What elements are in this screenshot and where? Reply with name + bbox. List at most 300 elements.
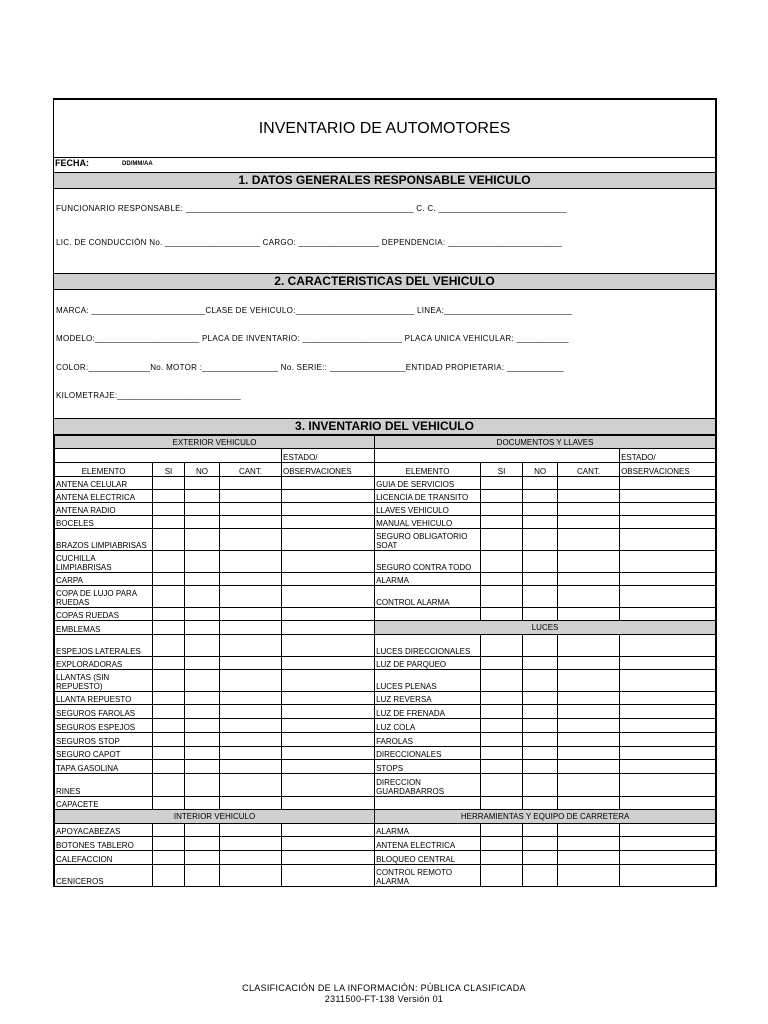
entry-cell[interactable] <box>185 657 220 670</box>
entry-cell[interactable] <box>481 747 523 760</box>
item-label <box>375 797 481 810</box>
entry-cell[interactable] <box>523 635 558 657</box>
item-label: RINES <box>55 774 153 797</box>
entry-cell[interactable] <box>282 586 375 608</box>
entry-cell[interactable] <box>620 586 716 608</box>
header-spacer <box>375 449 620 463</box>
table-row <box>55 774 716 797</box>
entry-cell[interactable] <box>558 865 620 887</box>
entry-cell[interactable] <box>481 516 523 529</box>
col-header-si: SI <box>153 463 185 477</box>
entry-cell[interactable] <box>153 747 185 760</box>
entry-cell[interactable] <box>620 837 716 851</box>
entry-cell[interactable] <box>481 692 523 705</box>
table-row <box>55 551 716 573</box>
entry-cell[interactable] <box>523 747 558 760</box>
entry-cell[interactable] <box>220 747 282 760</box>
entry-cell[interactable] <box>620 733 716 747</box>
table-row <box>55 705 716 719</box>
entry-cell[interactable] <box>282 551 375 573</box>
item-label: DIRECCION GUARDABARROS <box>375 774 481 797</box>
entry-cell[interactable] <box>153 670 185 692</box>
entry-cell[interactable] <box>153 692 185 705</box>
entry-cell[interactable] <box>558 490 620 503</box>
entry-cell[interactable] <box>558 586 620 608</box>
entry-cell[interactable] <box>620 635 716 657</box>
entry-cell[interactable] <box>185 635 220 657</box>
entry-cell[interactable] <box>282 503 375 516</box>
table-row <box>55 692 716 705</box>
entry-cell[interactable] <box>523 760 558 774</box>
item-label: LUCES PLENAS <box>375 670 481 692</box>
entry-cell[interactable] <box>558 733 620 747</box>
entry-cell[interactable] <box>282 837 375 851</box>
luces-header: LUCES <box>375 621 716 635</box>
table-row <box>55 747 716 760</box>
entry-cell[interactable] <box>481 774 523 797</box>
entry-cell[interactable] <box>185 865 220 887</box>
entry-cell[interactable] <box>523 573 558 586</box>
item-label: APOYACABEZAS <box>55 824 153 837</box>
section-3-header: 3. INVENTARIO DEL VEHICULO <box>54 419 715 435</box>
item-label: CONTROL ALARMA <box>375 586 481 608</box>
entry-cell[interactable] <box>481 797 523 810</box>
caract-line-3[interactable]: COLOR:_____________No. MOTOR :________________ No. SERIE:: ________________ENTIDAD PROPIETARIA: ____________ <box>56 363 564 372</box>
entry-cell[interactable] <box>153 851 185 865</box>
caract-line-2[interactable]: MODELO:______________________ PLACA DE INVENTARIO: _____________________ PLACA UNICA VEHICULAR: ___________ <box>56 334 569 343</box>
entry-cell[interactable] <box>620 719 716 733</box>
entry-cell[interactable] <box>523 586 558 608</box>
item-label: BRAZOS LIMPIABRISAS <box>55 529 153 551</box>
entry-cell[interactable] <box>220 797 282 810</box>
item-label: STOPS <box>375 760 481 774</box>
col-header-elemento: ELEMENTO <box>375 463 481 477</box>
entry-cell[interactable] <box>481 851 523 865</box>
entry-cell[interactable] <box>620 797 716 810</box>
col-header-cant: CANT. <box>558 463 620 477</box>
entry-cell[interactable] <box>523 490 558 503</box>
table-row <box>55 503 716 516</box>
entry-cell[interactable] <box>282 797 375 810</box>
table-row <box>55 529 716 551</box>
entry-cell[interactable] <box>558 516 620 529</box>
item-label: MANUAL VEHICULO <box>375 516 481 529</box>
entry-cell[interactable] <box>523 797 558 810</box>
col-header-si: SI <box>481 463 523 477</box>
entry-cell[interactable] <box>523 503 558 516</box>
table-row <box>55 436 716 449</box>
item-label: FAROLAS <box>375 733 481 747</box>
entry-cell[interactable] <box>523 670 558 692</box>
entry-cell[interactable] <box>523 529 558 551</box>
footer <box>0 983 768 1005</box>
entry-cell[interactable] <box>153 760 185 774</box>
entry-cell[interactable] <box>481 719 523 733</box>
entry-cell[interactable] <box>558 747 620 760</box>
entry-cell[interactable] <box>523 774 558 797</box>
entry-cell[interactable] <box>558 635 620 657</box>
table-row <box>55 490 716 503</box>
table-row <box>55 824 716 837</box>
entry-cell[interactable] <box>153 551 185 573</box>
inventory-table <box>54 435 716 887</box>
item-label: COPA DE LUJO PARA RUEDAS <box>55 586 153 608</box>
entry-cell[interactable] <box>153 774 185 797</box>
entry-cell[interactable] <box>620 692 716 705</box>
entry-cell[interactable] <box>282 477 375 490</box>
entry-cell[interactable] <box>282 865 375 887</box>
footer-version: 2311500-FT-138 Versión 01 <box>324 994 444 1004</box>
item-label: BOCELES <box>55 516 153 529</box>
entry-cell[interactable] <box>282 747 375 760</box>
entry-cell[interactable] <box>481 503 523 516</box>
item-label: SEGURO CONTRA TODO <box>375 551 481 573</box>
col-header-cant: CANT. <box>220 463 282 477</box>
entry-cell[interactable] <box>153 657 185 670</box>
table-row <box>55 635 716 657</box>
entry-cell[interactable] <box>558 573 620 586</box>
entry-cell[interactable] <box>185 747 220 760</box>
item-label: SEGURO CAPOT <box>55 747 153 760</box>
entry-cell[interactable] <box>220 516 282 529</box>
entry-cell[interactable] <box>220 529 282 551</box>
entry-cell[interactable] <box>481 608 523 621</box>
entry-cell[interactable] <box>558 719 620 733</box>
caract-line-4[interactable]: KILOMETRAJE:__________________________ <box>56 391 241 400</box>
entry-cell[interactable] <box>558 551 620 573</box>
section-1-header: 1. DATOS GENERALES RESPONSABLE VEHICULO <box>54 173 715 189</box>
item-label: ANTENA CELULAR <box>55 477 153 490</box>
entry-cell[interactable] <box>558 529 620 551</box>
entry-cell[interactable] <box>220 635 282 657</box>
table-row <box>55 608 716 621</box>
entry-cell[interactable] <box>185 837 220 851</box>
entry-cell[interactable] <box>185 621 220 635</box>
entry-cell[interactable] <box>620 865 716 887</box>
entry-cell[interactable] <box>185 760 220 774</box>
section-2-header: 2. CARACTERISTICAS DEL VEHICULO <box>54 274 715 290</box>
entry-cell[interactable] <box>620 503 716 516</box>
entry-cell[interactable] <box>220 865 282 887</box>
entry-cell[interactable] <box>481 573 523 586</box>
exterior-header: EXTERIOR VEHICULO <box>55 436 375 449</box>
item-label: CARPA <box>55 573 153 586</box>
entry-cell[interactable] <box>620 747 716 760</box>
table-row <box>55 516 716 529</box>
entry-cell[interactable] <box>220 503 282 516</box>
entry-cell[interactable] <box>282 705 375 719</box>
entry-cell[interactable] <box>220 586 282 608</box>
entry-cell[interactable] <box>558 797 620 810</box>
col-header-observaciones: OBSERVACIONES <box>282 463 375 477</box>
entry-cell[interactable] <box>282 608 375 621</box>
table-row <box>55 573 716 586</box>
entry-cell[interactable] <box>153 635 185 657</box>
table-row <box>55 865 716 887</box>
entry-cell[interactable] <box>220 477 282 490</box>
entry-cell[interactable] <box>558 477 620 490</box>
entry-cell[interactable] <box>481 670 523 692</box>
documentos-header: DOCUMENTOS Y LLAVES <box>375 436 716 449</box>
entry-cell[interactable] <box>220 551 282 573</box>
entry-cell[interactable] <box>220 824 282 837</box>
entry-cell[interactable] <box>282 719 375 733</box>
entry-cell[interactable] <box>620 490 716 503</box>
entry-cell[interactable] <box>558 774 620 797</box>
entry-cell[interactable] <box>481 760 523 774</box>
entry-cell[interactable] <box>481 733 523 747</box>
entry-cell[interactable] <box>620 774 716 797</box>
item-label: LUCES DIRECCIONALES <box>375 635 481 657</box>
entry-cell[interactable] <box>185 851 220 865</box>
entry-cell[interactable] <box>220 692 282 705</box>
entry-cell[interactable] <box>523 705 558 719</box>
entry-cell[interactable] <box>220 657 282 670</box>
col-header-no: NO <box>523 463 558 477</box>
datos-line-2[interactable]: LIC. DE CONDUCCIÓN No. ____________________ CARGO: _________________ DEPENDENCIA: ________________________ <box>56 238 562 247</box>
entry-cell[interactable] <box>620 573 716 586</box>
col-header-elemento: ELEMENTO <box>55 463 153 477</box>
entry-cell[interactable] <box>558 608 620 621</box>
item-label: LLAVES VEHICULO <box>375 503 481 516</box>
entry-cell[interactable] <box>185 477 220 490</box>
entry-cell[interactable] <box>153 608 185 621</box>
entry-cell[interactable] <box>220 851 282 865</box>
entry-cell[interactable] <box>185 490 220 503</box>
item-label: LUZ DE FRENADA <box>375 705 481 719</box>
item-label: SEGURO OBLIGATORIO SOAT <box>375 529 481 551</box>
entry-cell[interactable] <box>620 851 716 865</box>
entry-cell[interactable] <box>523 551 558 573</box>
item-label: DIRECCIONALES <box>375 747 481 760</box>
entry-cell[interactable] <box>153 705 185 719</box>
entry-cell[interactable] <box>153 719 185 733</box>
item-label <box>375 608 481 621</box>
fecha-row[interactable] <box>54 158 715 173</box>
item-label: LLANTA REPUESTO <box>55 692 153 705</box>
entry-cell[interactable] <box>185 774 220 797</box>
entry-cell[interactable] <box>220 670 282 692</box>
entry-cell[interactable] <box>481 865 523 887</box>
entry-cell[interactable] <box>220 774 282 797</box>
entry-cell[interactable] <box>282 635 375 657</box>
entry-cell[interactable] <box>185 705 220 719</box>
entry-cell[interactable] <box>282 733 375 747</box>
entry-cell[interactable] <box>620 824 716 837</box>
inventory-form <box>53 98 717 887</box>
entry-cell[interactable] <box>282 529 375 551</box>
entry-cell[interactable] <box>185 692 220 705</box>
entry-cell[interactable] <box>153 516 185 529</box>
entry-cell[interactable] <box>620 760 716 774</box>
table-row <box>55 657 716 670</box>
entry-cell[interactable] <box>620 551 716 573</box>
entry-cell[interactable] <box>153 733 185 747</box>
table-row <box>55 477 716 490</box>
item-label: ANTENA ELECTRICA <box>375 837 481 851</box>
col-header-observaciones: OBSERVACIONES <box>620 463 716 477</box>
item-label: LUZ COLA <box>375 719 481 733</box>
entry-cell[interactable] <box>481 837 523 851</box>
entry-cell[interactable] <box>282 692 375 705</box>
table-row <box>55 719 716 733</box>
entry-cell[interactable] <box>185 586 220 608</box>
estado-label: ESTADO/ <box>620 449 716 463</box>
entry-cell[interactable] <box>220 573 282 586</box>
table-row <box>55 760 716 774</box>
entry-cell[interactable] <box>523 516 558 529</box>
entry-cell[interactable] <box>282 621 375 635</box>
entry-cell[interactable] <box>481 635 523 657</box>
entry-cell[interactable] <box>185 529 220 551</box>
item-label: CAPACETE <box>55 797 153 810</box>
entry-cell[interactable] <box>282 774 375 797</box>
entry-cell[interactable] <box>185 551 220 573</box>
entry-cell[interactable] <box>620 529 716 551</box>
entry-cell[interactable] <box>558 837 620 851</box>
entry-cell[interactable] <box>620 516 716 529</box>
entry-cell[interactable] <box>558 705 620 719</box>
entry-cell[interactable] <box>282 760 375 774</box>
table-row <box>55 449 716 463</box>
item-label: LUZ REVERSA <box>375 692 481 705</box>
table-row <box>55 670 716 692</box>
entry-cell[interactable] <box>220 837 282 851</box>
entry-cell[interactable] <box>153 477 185 490</box>
entry-cell[interactable] <box>153 490 185 503</box>
datos-generales <box>54 189 715 274</box>
entry-cell[interactable] <box>481 529 523 551</box>
caracteristicas <box>54 290 715 419</box>
entry-cell[interactable] <box>523 608 558 621</box>
entry-cell[interactable] <box>153 797 185 810</box>
entry-cell[interactable] <box>153 837 185 851</box>
entry-cell[interactable] <box>282 490 375 503</box>
entry-cell[interactable] <box>481 705 523 719</box>
datos-line-1[interactable]: FUNCIONARIO RESPONSABLE: ________________________________________________ C. C. ___________________________ <box>56 204 567 213</box>
table-row <box>55 851 716 865</box>
item-label: BOTONES TABLERO <box>55 837 153 851</box>
interior-header: INTERIOR VEHICULO <box>55 810 375 824</box>
entry-cell[interactable] <box>282 851 375 865</box>
entry-cell[interactable] <box>185 824 220 837</box>
entry-cell[interactable] <box>185 719 220 733</box>
entry-cell[interactable] <box>282 573 375 586</box>
entry-cell[interactable] <box>620 705 716 719</box>
entry-cell[interactable] <box>481 657 523 670</box>
entry-cell[interactable] <box>153 586 185 608</box>
entry-cell[interactable] <box>282 824 375 837</box>
entry-cell[interactable] <box>523 865 558 887</box>
entry-cell[interactable] <box>185 503 220 516</box>
entry-cell[interactable] <box>220 705 282 719</box>
entry-cell[interactable] <box>523 692 558 705</box>
item-label: ALARMA <box>375 573 481 586</box>
entry-cell[interactable] <box>523 824 558 837</box>
entry-cell[interactable] <box>523 477 558 490</box>
entry-cell[interactable] <box>220 760 282 774</box>
entry-cell[interactable] <box>481 824 523 837</box>
herramientas-header: HERRAMIENTAS Y EQUIPO DE CARRETERA <box>375 810 716 824</box>
form-title: INVENTARIO DE AUTOMOTORES <box>54 100 715 158</box>
entry-cell[interactable] <box>620 670 716 692</box>
entry-cell[interactable] <box>153 573 185 586</box>
entry-cell[interactable] <box>282 670 375 692</box>
entry-cell[interactable] <box>558 503 620 516</box>
entry-cell[interactable] <box>558 670 620 692</box>
entry-cell[interactable] <box>620 608 716 621</box>
entry-cell[interactable] <box>481 490 523 503</box>
table-row <box>55 810 716 824</box>
header-spacer <box>55 449 282 463</box>
entry-cell[interactable] <box>481 551 523 573</box>
entry-cell[interactable] <box>185 573 220 586</box>
item-label: SEGUROS ESPEJOS <box>55 719 153 733</box>
entry-cell[interactable] <box>282 657 375 670</box>
entry-cell[interactable] <box>185 608 220 621</box>
table-row <box>55 837 716 851</box>
item-label: COPAS RUEDAS <box>55 608 153 621</box>
entry-cell[interactable] <box>282 516 375 529</box>
entry-cell[interactable] <box>558 760 620 774</box>
table-row <box>55 797 716 810</box>
table-row <box>55 621 716 635</box>
entry-cell[interactable] <box>185 516 220 529</box>
entry-cell[interactable] <box>153 529 185 551</box>
entry-cell[interactable] <box>220 733 282 747</box>
fecha-format: DD/MM/AA <box>122 161 153 167</box>
entry-cell[interactable] <box>153 824 185 837</box>
entry-cell[interactable] <box>481 586 523 608</box>
caract-line-1[interactable]: MARCA: ________________________CLASE DE VEHICULO:_________________________ LINEA:___________________________ <box>56 306 573 315</box>
item-label: EMBLEMAS <box>55 621 153 635</box>
item-label: ALARMA <box>375 824 481 837</box>
entry-cell[interactable] <box>220 621 282 635</box>
item-label: CALEFACCION <box>55 851 153 865</box>
item-label: BLOQUEO CENTRAL <box>375 851 481 865</box>
item-label: CENICEROS <box>55 865 153 887</box>
fecha-label: FECHA: <box>55 158 89 168</box>
entry-cell[interactable] <box>185 797 220 810</box>
entry-cell[interactable] <box>523 719 558 733</box>
entry-cell[interactable] <box>153 503 185 516</box>
entry-cell[interactable] <box>620 657 716 670</box>
entry-cell[interactable] <box>153 621 185 635</box>
entry-cell[interactable] <box>558 851 620 865</box>
entry-cell[interactable] <box>481 477 523 490</box>
item-label: LLANTAS (SIN REPUESTO) <box>55 670 153 692</box>
entry-cell[interactable] <box>523 733 558 747</box>
entry-cell[interactable] <box>153 865 185 887</box>
item-label: EXPLORADORAS <box>55 657 153 670</box>
entry-cell[interactable] <box>523 837 558 851</box>
item-label: TAPA GASOLINA <box>55 760 153 774</box>
entry-cell[interactable] <box>620 477 716 490</box>
entry-cell[interactable] <box>558 824 620 837</box>
entry-cell[interactable] <box>185 670 220 692</box>
entry-cell[interactable] <box>523 851 558 865</box>
estado-label: ESTADO/ <box>282 449 375 463</box>
entry-cell[interactable] <box>558 657 620 670</box>
item-label: SEGUROS STOP <box>55 733 153 747</box>
item-label: CUCHILLA LIMPIABRISAS <box>55 551 153 573</box>
entry-cell[interactable] <box>220 608 282 621</box>
entry-cell[interactable] <box>558 692 620 705</box>
entry-cell[interactable] <box>220 490 282 503</box>
entry-cell[interactable] <box>220 719 282 733</box>
entry-cell[interactable] <box>185 733 220 747</box>
entry-cell[interactable] <box>523 657 558 670</box>
